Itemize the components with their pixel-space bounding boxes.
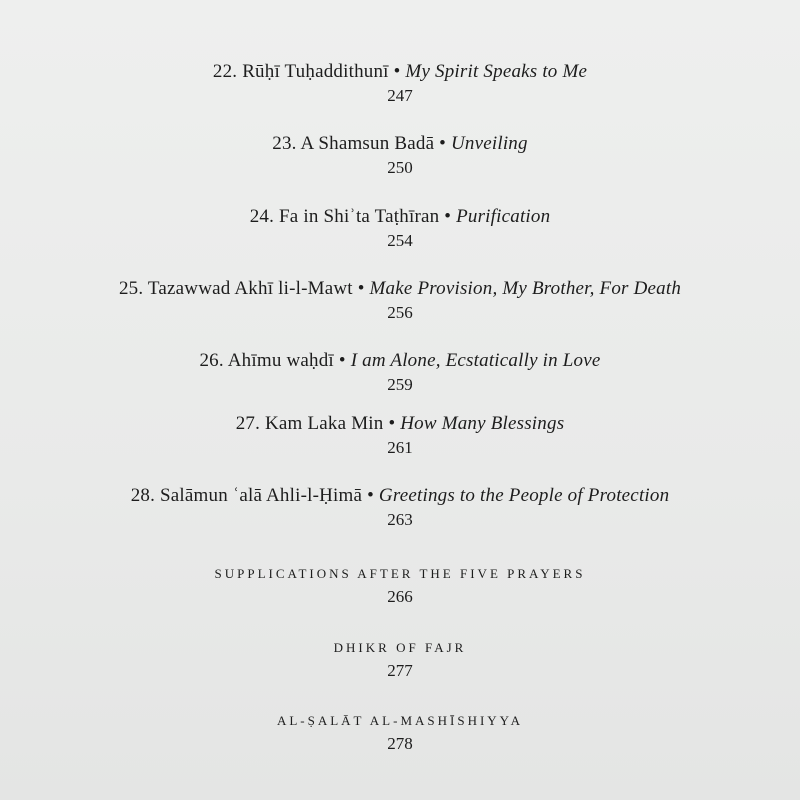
entry-english-title: Purification	[456, 206, 551, 227]
entry-transliteration: Rūḥī Tuḥaddithunī	[242, 61, 389, 82]
entry-english-title: Make Provision, My Brother, For Death	[369, 278, 682, 299]
entry-english-title: My Spirit Speaks to Me	[405, 61, 588, 82]
entry-separator: •	[367, 485, 374, 506]
entry-number: 26.	[199, 350, 224, 371]
entry-number: 27.	[235, 413, 261, 434]
entry-separator: •	[444, 206, 452, 227]
entry-english-title: Greetings to the People of Protection	[378, 485, 670, 506]
toc-section-salat-mashishiyya	[0, 712, 800, 754]
toc-entry-24	[0, 206, 800, 251]
entry-transliteration: Kam Laka Min	[265, 413, 384, 434]
toc-section-dhikr-fajr	[0, 639, 800, 681]
entry-transliteration: Fa in Shiʾta Taṭhīran	[279, 206, 440, 227]
section-title: SUPPLICATIONS AFTER THE FIVE PRAYERS	[214, 566, 586, 581]
entry-page-number: 254	[387, 231, 413, 250]
entry-transliteration: Ahīmu waḥdī	[227, 350, 334, 371]
entry-page-number: 256	[387, 303, 413, 322]
entry-page-number: 261	[387, 438, 413, 457]
entry-transliteration: Tazawwad Akhī li-l-Mawt	[147, 278, 358, 299]
toc-entry-23	[0, 133, 800, 178]
entry-page-number: 259	[387, 375, 413, 394]
entry-number: 24.	[249, 206, 275, 227]
entry-number: 28.	[130, 485, 156, 506]
toc-entry-22	[0, 61, 800, 106]
entry-page-number: 247	[387, 86, 413, 105]
section-page-number: 278	[387, 734, 413, 753]
toc-section-supplications	[0, 565, 800, 607]
section-title: DHIKR OF FAJR	[333, 640, 467, 655]
entry-separator: •	[338, 350, 346, 371]
section-title: AL-ṢALĀT AL-MASHĪSHIYYA	[276, 713, 524, 728]
entry-number: 23.	[272, 133, 297, 154]
entry-number: 22.	[212, 61, 238, 82]
section-page-number: 277	[387, 661, 413, 680]
entry-transliteration: A Shamsun Badā	[300, 133, 435, 154]
entry-page-number: 250	[387, 158, 413, 177]
toc-entry-27	[0, 413, 800, 458]
entry-transliteration: Salāmun ʿalā Ahli-l-Ḥimā	[160, 485, 363, 506]
entry-english-title: Unveiling	[450, 133, 528, 154]
entry-separator: •	[388, 413, 396, 434]
entry-separator: •	[393, 61, 401, 82]
entry-page-number: 263	[387, 510, 413, 529]
toc-entry-25	[0, 278, 800, 323]
entry-separator: •	[439, 133, 447, 154]
entry-english-title: How Many Blessings	[400, 413, 565, 434]
section-page-number: 266	[387, 587, 413, 606]
toc-entry-28	[0, 485, 800, 530]
entry-english-title: I am Alone, Ecstatically in Love	[350, 350, 601, 371]
entry-separator: •	[357, 278, 365, 299]
entry-number: 25.	[118, 278, 144, 299]
toc-entry-26	[0, 350, 800, 395]
